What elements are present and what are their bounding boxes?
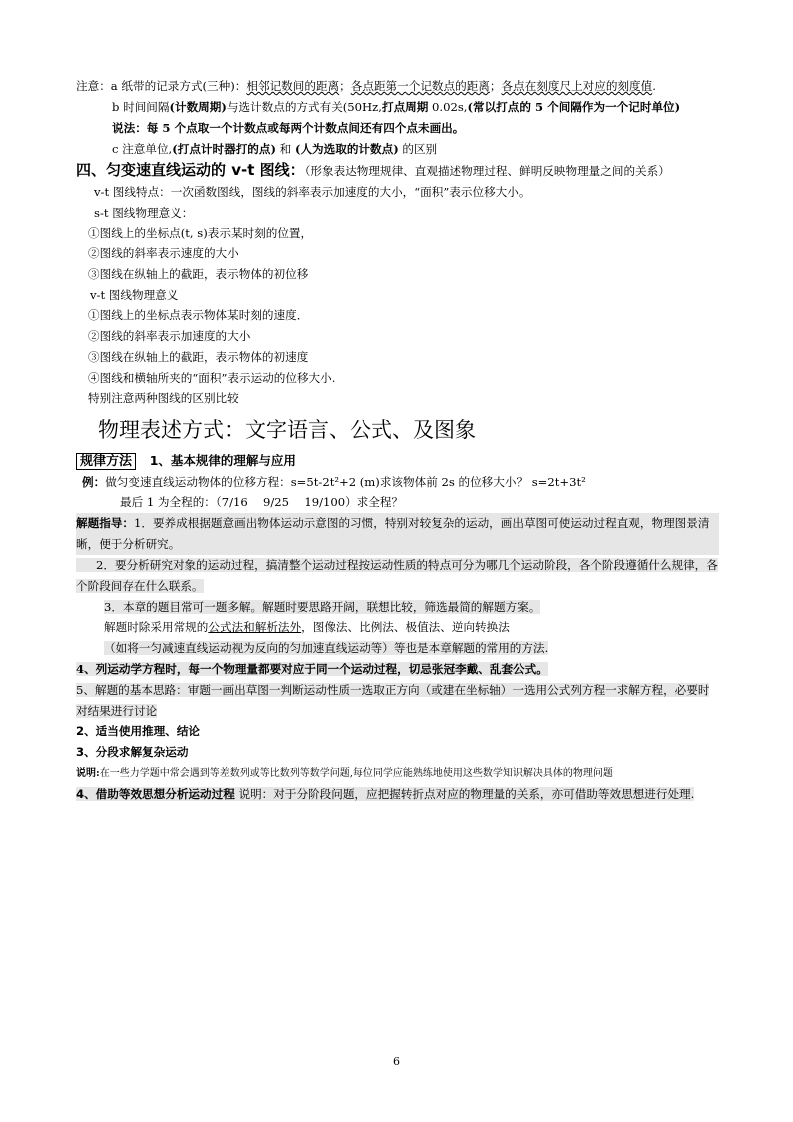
guide-p3b: 解题时除采用常规的公式法和解析法外，图像法、比例法、极值法、逆向转换法 — [104, 620, 510, 634]
section4-heading: 四、匀变速直线运动的 v-t 图线：（形象表达物理规律、直观描述物理过程、鲜明反映物理量之间的关系） — [76, 161, 670, 179]
vt-item: ③图线在纵轴上的截距，表示物体的初速度 — [88, 350, 309, 364]
shuoming: 说明:在一些力学题中常会遇到等差数列或等比数列等数学问题,每位同学应能熟练地使用这些数学知识解决具体的物理问题 — [76, 768, 613, 779]
guide-p3: 3．本章的题目常可一题多解。解题时要思路开阔，联想比较，筛选最简的解题方案。 — [104, 600, 541, 614]
note-c: c 注意单位,(打点计时器打的点) 和 (人为选取的计数点) 的区别 — [112, 142, 438, 156]
page-number: 6 — [393, 1055, 400, 1068]
st-title: s-t 图线物理意义： — [94, 206, 194, 220]
guide-p2: 2．要分析研究对象的运动过程，搞清整个运动过程按运动性质的特点可分为哪几个运动阶段，各个阶段遵循什么规律，各个阶段间存在什么联系。 — [76, 558, 718, 593]
note-a: 注意：a 纸带的记录方式(三种)：相邻记数间的距离；各点距第一个记数点的距离；各点在刻度尺上对应的刻度值. — [76, 79, 656, 93]
guide-p5: 5、解题的基本思路：审题一画出草图一判断运动性质一选取正方向（或建在坐标轴）一选用公式列方程一求解方程，必要时对结果进行讨论 — [76, 683, 710, 718]
vt-item: ②图线的斜率表示加速度的大小 — [88, 329, 251, 343]
st-item: ①图线上的坐标点(t, s)表示某时刻的位置， — [88, 226, 313, 240]
example-line2: 最后 1 为全程的：（7/16 9/25 19/100）求全程？ — [120, 495, 404, 509]
st-item: ③图线在纵轴上的截距，表示物体的初位移 — [88, 267, 309, 281]
vt-title: v-t 图线物理意义 — [90, 288, 179, 302]
st-item: ②图线的斜率表示速度的大小 — [88, 246, 239, 260]
note-shuofa: 说法：每 5 个点取一个计数点或每两个计数点间还有四个点未画出。 — [112, 121, 465, 135]
note-b: b 时间间隔(计数周期)与选计数点的方式有关(50Hz,打点周期 0.02s,(常以打点的 5 个间隔作为一个记时单位) — [112, 100, 681, 114]
guide-p1: 解题指导：1．要养成根据题意画出物体运动示意图的习惯，特别对较复杂的运动，画出草图可使运动过程直观，物理图景清晰，便于分析研究。 — [76, 513, 719, 555]
point-3: 3、分段求解复杂运动 — [76, 745, 189, 759]
law-heading: 规律方法 1、基本规律的理解与应用 — [76, 452, 296, 471]
vt-feature: v-t 图线特点：一次函数图线，图线的斜率表示加速度的大小，“面积”表示位移大小。 — [94, 185, 531, 199]
example-line1: 例：做匀变速直线运动物体的位移方程：s=5t-2t²+2 (m)求该物体前 2s 的位移大小？ s=2t+3t² — [82, 475, 586, 489]
guide-p4: 4、列运动学方程时，每一个物理量都要对应于同一个运动过程，切忌张冠李戴、乱套公式。 — [76, 662, 548, 676]
guide-p3c: （如将一匀减速直线运动视为反向的匀加速直线运动等）等也是本章解题的常用的方法. — [104, 641, 549, 655]
point-4: 4、借助等效思想分析运动过程 说明：对于分阶段问题，应把握转折点对应的物理量的关系，亦可借助等效思想进行处理. — [76, 787, 695, 801]
section4-note: 特别注意两种图线的区别比较 — [88, 391, 239, 405]
vt-item: ④图线和横轴所夹的“面积”表示运动的位移大小. — [88, 371, 336, 385]
point-2: 2、适当使用推理、结论 — [76, 724, 201, 738]
big-heading: 物理表述方式：文字语言、公式、及图象 — [98, 418, 476, 442]
law-label: 规律方法 — [76, 453, 136, 470]
vt-item: ①图线上的坐标点表示物体某时刻的速度． — [88, 308, 309, 322]
